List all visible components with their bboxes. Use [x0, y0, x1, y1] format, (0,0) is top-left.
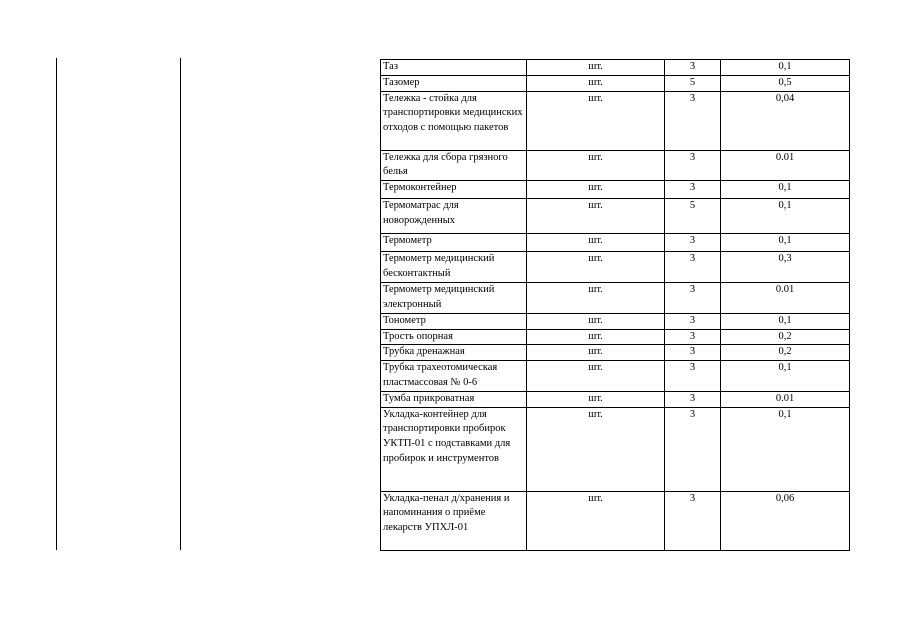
norm-cell: 0,1 [721, 181, 850, 199]
quantity-cell: 3 [665, 361, 721, 392]
table-row [381, 252, 850, 283]
unit-cell: шт. [527, 181, 665, 199]
left-column-border [56, 58, 57, 550]
item-name-cell: Тонометр [381, 313, 527, 329]
unit-cell: шт. [527, 491, 665, 550]
norm-cell: 0,06 [721, 491, 850, 550]
item-name-cell: Термоматрас для новорожденных [381, 199, 527, 234]
quantity-cell: 3 [665, 391, 721, 407]
table-row [381, 181, 850, 199]
item-name-cell: Трость опорная [381, 329, 527, 345]
item-name-cell: Трубка дренажная [381, 345, 527, 361]
table-row [381, 60, 850, 76]
item-name-cell: Термометр медицинский электронный [381, 283, 527, 314]
quantity-cell: 3 [665, 283, 721, 314]
norm-cell: 0,1 [721, 199, 850, 234]
unit-cell: шт. [527, 234, 665, 252]
quantity-cell: 3 [665, 60, 721, 76]
item-name-cell: Тележка - стойка для транспортировки медицинских отходов с помощью пакетов [381, 91, 527, 150]
quantity-cell: 3 [665, 491, 721, 550]
unit-cell: шт. [527, 150, 665, 181]
table-row [381, 313, 850, 329]
item-name-cell: Укладка-пенал д/хранения и напоминания о приёме лекарств УПХЛ-01 [381, 491, 527, 550]
quantity-cell: 5 [665, 199, 721, 234]
norm-cell: 0,1 [721, 407, 850, 491]
unit-cell: шт. [527, 75, 665, 91]
table-row [381, 75, 850, 91]
norm-cell: 0,2 [721, 345, 850, 361]
norm-cell: 0,2 [721, 329, 850, 345]
norm-cell: 0,04 [721, 91, 850, 150]
item-name-cell: Термометр медицинский бесконтактный [381, 252, 527, 283]
table-row [381, 491, 850, 550]
unit-cell: шт. [527, 252, 665, 283]
norm-cell: 0,1 [721, 313, 850, 329]
quantity-cell: 3 [665, 234, 721, 252]
equipment-table [380, 59, 850, 551]
second-column-border [180, 58, 181, 550]
norm-cell: 0.01 [721, 150, 850, 181]
item-name-cell: Термометр [381, 234, 527, 252]
item-name-cell: Укладка-контейнер для транспортировки пробирок УКТП-01 с подставками для пробирок и инструментов [381, 407, 527, 491]
item-name-cell: Тазомер [381, 75, 527, 91]
item-name-cell: Термоконтейнер [381, 181, 527, 199]
table-row [381, 361, 850, 392]
norm-cell: 0,1 [721, 234, 850, 252]
norm-cell: 0,3 [721, 252, 850, 283]
quantity-cell: 3 [665, 407, 721, 491]
quantity-cell: 5 [665, 75, 721, 91]
table-row [381, 234, 850, 252]
table-row [381, 283, 850, 314]
unit-cell: шт. [527, 329, 665, 345]
table-row [381, 329, 850, 345]
unit-cell: шт. [527, 345, 665, 361]
norm-cell: 0,1 [721, 60, 850, 76]
unit-cell: шт. [527, 199, 665, 234]
unit-cell: шт. [527, 60, 665, 76]
item-name-cell: Тумба прикроватная [381, 391, 527, 407]
unit-cell: шт. [527, 391, 665, 407]
unit-cell: шт. [527, 283, 665, 314]
norm-cell: 0,1 [721, 361, 850, 392]
unit-cell: шт. [527, 361, 665, 392]
table-row [381, 199, 850, 234]
quantity-cell: 3 [665, 91, 721, 150]
quantity-cell: 3 [665, 345, 721, 361]
unit-cell: шт. [527, 313, 665, 329]
quantity-cell: 3 [665, 252, 721, 283]
table-row [381, 345, 850, 361]
item-name-cell: Трубка трахеотомическая пластмассовая № 0-6 [381, 361, 527, 392]
quantity-cell: 3 [665, 150, 721, 181]
quantity-cell: 3 [665, 313, 721, 329]
table-row [381, 407, 850, 491]
table-row [381, 391, 850, 407]
item-name-cell: Тележка для сбора грязного белья [381, 150, 527, 181]
table-row [381, 150, 850, 181]
unit-cell: шт. [527, 91, 665, 150]
unit-cell: шт. [527, 407, 665, 491]
quantity-cell: 3 [665, 329, 721, 345]
norm-cell: 0.01 [721, 283, 850, 314]
quantity-cell: 3 [665, 181, 721, 199]
norm-cell: 0.01 [721, 391, 850, 407]
norm-cell: 0,5 [721, 75, 850, 91]
table-row [381, 91, 850, 150]
item-name-cell: Таз [381, 60, 527, 76]
